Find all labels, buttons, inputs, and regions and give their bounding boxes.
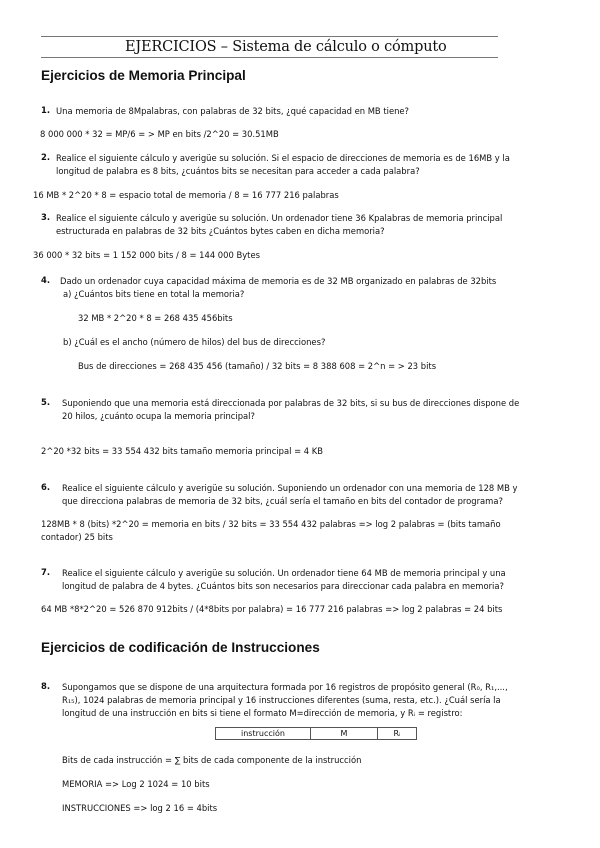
answer-text: 2^20 *32 bits = 33 554 432 bits tamaño memoria principal = 4 KB [41,446,323,456]
title-rule [41,57,498,58]
answer-text: 8 000 000 * 32 = MP/6 = > MP en bits /2^20 = 30.51MB [40,129,279,139]
question-text: longitud de palabra de 4 bytes. ¿Cuántos bits son necesarios para direccionar cada palabra en memoria? [62,581,504,591]
subquestion-a: a) ¿Cuántos bits tiene en total la memoria? [63,289,245,299]
answer-text: contador) 25 bits [41,532,113,542]
question-text: Supongamos que se dispone de una arquitectura formada por 16 registros de propósito general (R₀, R₁,..., [62,682,508,692]
answer-text: 16 MB * 2^20 * 8 = espacio total de memoria / 8 = 16 777 216 palabras [33,190,339,200]
question-number: 7. [41,567,51,577]
question-text: que direcciona palabras de memoria de 32 bits, ¿cuál sería el tamaño en bits del contador de programa? [62,496,503,506]
question-number: 3. [41,212,51,222]
table-cell: Rᵢ [378,728,417,740]
answer-text: 128MB * 8 (bits) *2^20 = memoria en bits / 32 bits = 33 554 432 palabras => log 2 palabras = (bits tamaño [41,519,501,529]
question-number: 1. [41,105,51,115]
question-text: Una memoria de 8Mpalabras, con palabras de 32 bits, ¿qué capacidad en MB tiene? [56,106,410,116]
answer-text: MEMORIA => Log 2 1024 = 10 bits [62,779,210,789]
question-text: Realice el siguiente cálculo y averigüe su solución. Suponiendo un ordenador con una memoria de 128 MB y [62,483,518,493]
question-text: longitud de una instrucción en bits si tiene el formato M=dirección de memoria, y Rᵢ = registro: [62,708,463,718]
question-text: longitud de palabra es 8 bits, ¿cuántos bits se necesitan para acceder a cada palabra? [56,166,420,176]
table-cell: instrucción [216,728,311,740]
question-number: 4. [41,275,51,285]
question-text: Dado un ordenador cuya capacidad máxima de memoria es de 32 MB organizado en palabras de 32bits [60,276,497,286]
answer-text: Bus de direcciones = 268 435 456 (tamaño) / 32 bits = 8 388 608 = 2^n = > 23 bits [78,361,437,371]
question-text: Realice el siguiente cálculo y averigüe su solución. Un ordenador tiene 64 MB de memoria principal y una [62,568,506,578]
answer-text: 36 000 * 32 bits = 1 152 000 bits / 8 = 144 000 Bytes [33,250,260,260]
section-heading-instrucciones: Ejercicios de codificación de Instrucciones [41,640,320,655]
page-title: EJERCICIOS – Sistema de cálculo o cómputo [125,39,447,55]
subquestion-b: b) ¿Cuál es el ancho (número de hilos) del bus de direcciones? [63,337,326,347]
answer-text: 32 MB * 2^20 * 8 = 268 435 456bits [78,313,233,323]
question-text: Suponiendo que una memoria está direccionada por palabras de 32 bits, si su bus de direcciones dispone de [62,398,520,408]
answer-text: 64 MB *8*2^20 = 526 870 912bits / (4*8bits por palabra) = 16 777 216 palabras => log 2 palabras = 24 bits [41,604,503,614]
table-cell: M [311,728,378,740]
question-number: 8. [41,681,51,691]
question-text: Realice el siguiente cálculo y averigüe su solución. Si el espacio de direcciones de memoria es de 16MB y la [56,153,510,163]
question-text: R₁₅), 1024 palabras de memoria principal y 16 instrucciones diferentes (suma, resta, etc.). ¿Cuál sería la [62,695,501,705]
table-row [216,728,417,740]
question-number: 2. [41,152,51,162]
section-heading-memoria: Ejercicios de Memoria Principal [41,68,246,83]
top-rule [41,36,498,37]
question-number: 5. [41,397,51,407]
question-text: estructurada en palabras de 32 bits ¿Cuántos bytes caben en dicha memoria? [56,226,385,236]
instruction-format-table [215,727,417,740]
question-number: 6. [41,482,51,492]
answer-text: INSTRUCCIONES => log 2 16 = 4bits [62,803,218,813]
question-text: 20 hilos, ¿cuánto ocupa la memoria principal? [62,411,255,421]
question-text: Realice el siguiente cálculo y averigüe su solución. Un ordenador tiene 36 Kpalabras de memoria principal [56,213,503,223]
answer-text: Bits de cada instrucción = ∑ bits de cada componente de la instrucción [62,755,362,765]
